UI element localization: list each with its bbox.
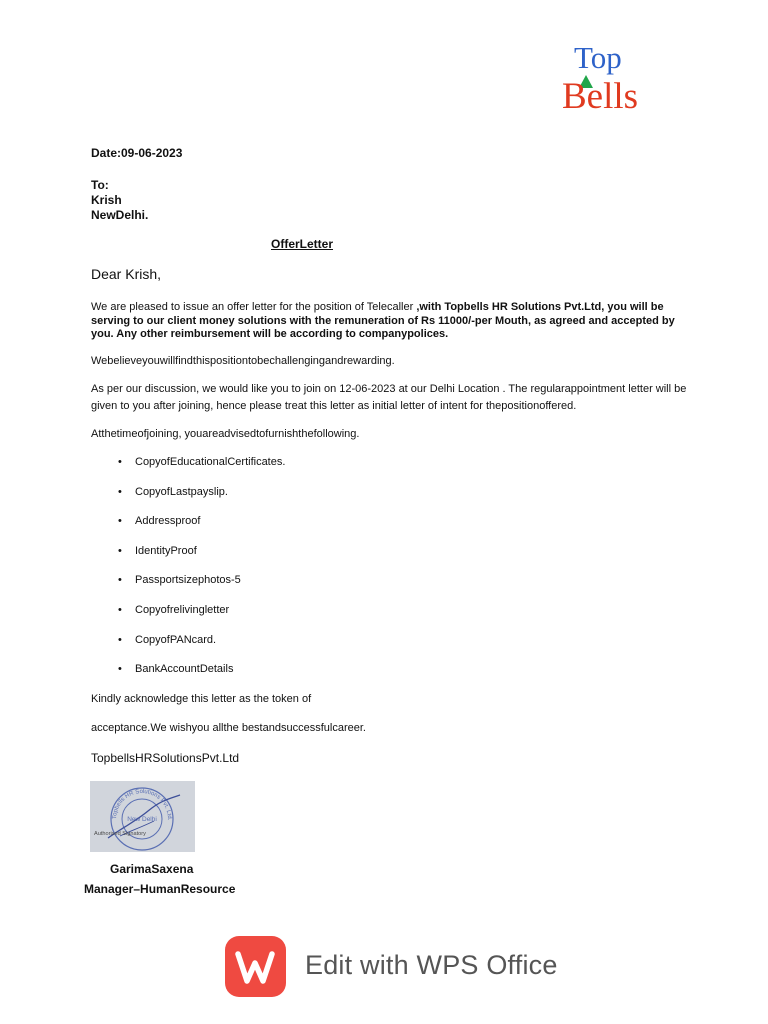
list-item: • Copyofrelivingletter (118, 600, 285, 630)
letter-subject: OfferLetter (271, 237, 334, 251)
stamp-city: New Delhi (127, 816, 157, 823)
company-stamp-image (90, 781, 195, 852)
list-item: • CopyofLastpayslip. (118, 482, 285, 512)
signer-name: GarimaSaxena (110, 862, 194, 876)
offer-paragraph-bold: ,with Topbells HR Solutions Pvt.Ltd, you will be serving to our client money solutions with the remuneration of Rs 11000/-per Mouth, as agreed and accepted by you. Any other reimbursement will be according to companypolices. (91, 301, 675, 340)
letter-date: Date:09-06-2023 (91, 146, 183, 160)
documents-intro: Atthetimeofjoining, youareadvisedtofurnishthefollowing. (91, 428, 360, 440)
salutation: Dear Krish, (91, 266, 162, 282)
signer-title: Manager–HumanResource (84, 882, 236, 896)
wps-logo-icon[interactable] (225, 936, 286, 997)
list-item: • CopyofPANcard. (118, 630, 285, 660)
joining-paragraph: As per our discussion, we would like you to join on 12-06-2023 at our Delhi Location . The regularappointment letter will be given to you after joining, hence please treat this letter as initial letter of intent for thepositionoffered. (91, 383, 687, 412)
stamp-ring-text: Topbells HR Solutions Pvt. Ltd. (111, 788, 173, 821)
to-label: To: (91, 178, 109, 192)
offer-paragraph (91, 301, 681, 342)
list-item: • CopyofEducationalCertificates. (118, 452, 285, 482)
list-item: • IdentityProof (118, 541, 285, 571)
recipient-city: NewDelhi. (91, 208, 149, 222)
company-signature-name: TopbellsHRSolutionsPvt.Ltd (91, 751, 240, 765)
edit-with-wps-link[interactable]: Edit with WPS Office (305, 950, 558, 980)
acknowledgement-line-2: acceptance.We wishyou allthe bestandsuccessfulcareer. (91, 722, 366, 734)
acknowledgement-line-1: Kindly acknowledge this letter as the token of (91, 693, 312, 705)
list-item: • Passportsizephotos-5 (118, 570, 285, 600)
logo-bells-text: Bells (562, 76, 639, 117)
recipient-address (91, 178, 148, 223)
wps-w-icon (225, 936, 286, 997)
recipient-name: Krish (91, 193, 122, 207)
offer-paragraph-regular: We are pleased to issue an offer letter for the position of Telecaller (91, 301, 417, 313)
documents-list (118, 452, 285, 689)
belief-paragraph: Webelieveyouwillfindthispositiontobechallengingandrewarding. (91, 355, 395, 367)
stamp-footer: Authorised Signatory (94, 831, 146, 837)
list-item: • Addressproof (118, 511, 285, 541)
list-item: • BankAccountDetails (118, 659, 285, 689)
logo-top-text: Top (574, 40, 622, 75)
